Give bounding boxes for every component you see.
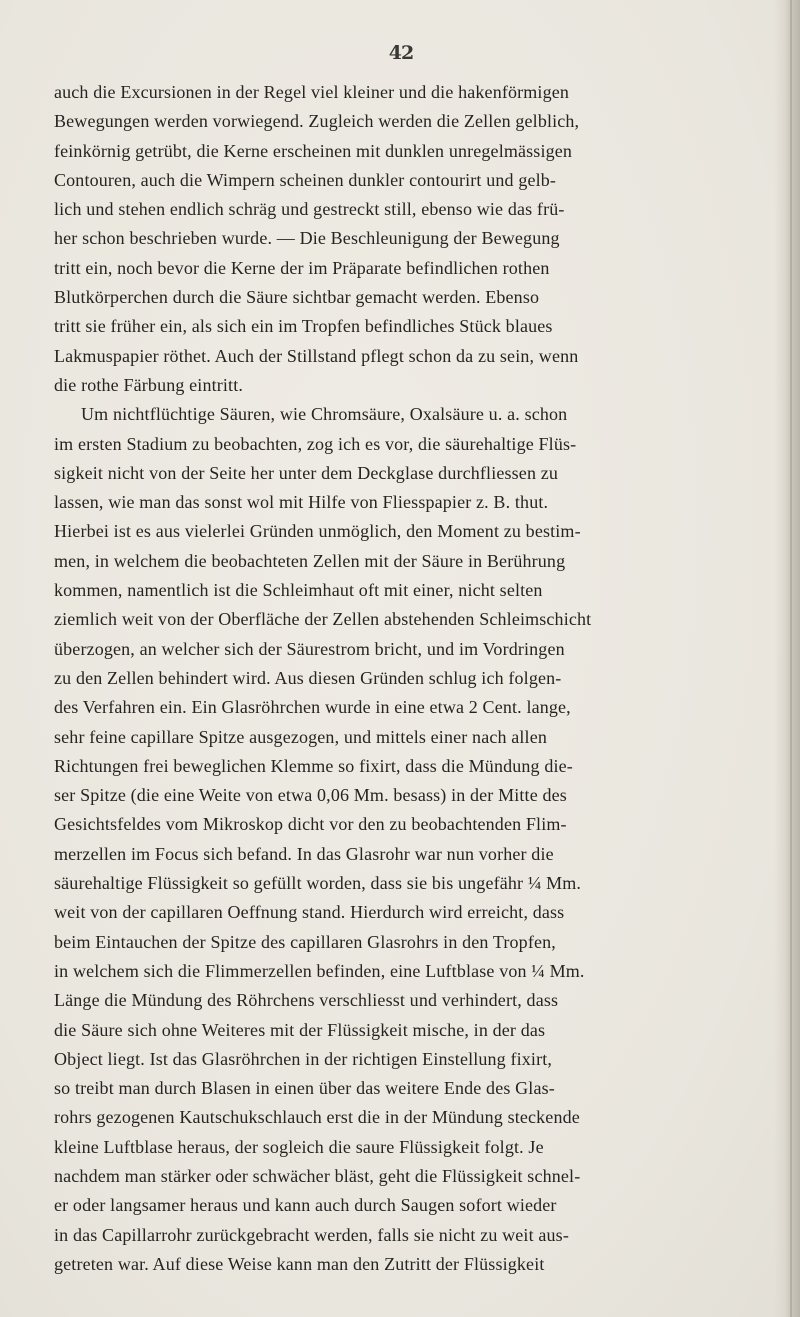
text-line: sigkeit nicht von der Seite her unter dem Deckglase durchfliessen zu <box>54 462 559 483</box>
text-line: im ersten Stadium zu beobachten, zog ich es vor, die säurehaltige Flüs- <box>54 433 577 454</box>
text-line: Blutkörperchen durch die Säure sichtbar gemacht werden. Ebenso <box>54 287 540 308</box>
text-line: Hierbei ist es aus vielerlei Gründen unmöglich, den Moment zu bestim- <box>54 521 581 542</box>
text-line: Bewegungen werden vorwiegend. Zugleich werden die Zellen gelblich, <box>54 111 580 132</box>
text-line: in welchem sich die Flimmerzellen befinden, eine Luftblase von ¼ Mm. <box>54 960 585 981</box>
text-line: Lakmuspapier röthet. Auch der Stillstand pflegt schon da zu sein, wenn <box>54 345 579 366</box>
text-line: des Verfahren ein. Ein Glasröhrchen wurde in eine etwa 2 Cent. lange, <box>54 697 571 718</box>
text-line: Object liegt. Ist das Glasröhrchen in der richtigen Einstellung fixirt, <box>54 1048 553 1069</box>
text-line: die rothe Färbung eintritt. <box>54 374 244 395</box>
text-line: tritt ein, noch bevor die Kerne der im Präparate befindlichen rothen <box>54 257 550 278</box>
text-line: in das Capillarrohr zurückgebracht werden, falls sie nicht zu weit aus- <box>54 1224 569 1245</box>
text-line: getreten war. Auf diese Weise kann man den Zutritt der Flüssigkeit <box>54 1253 545 1274</box>
text-line: so treibt man durch Blasen in einen über das weitere Ende des Glas- <box>54 1078 555 1099</box>
text-line: tritt sie früher ein, als sich ein im Tropfen befindliches Stück blaues <box>54 316 553 337</box>
text-line: lassen, wie man das sonst wol mit Hilfe von Fliesspapier z. B. thut. <box>54 492 549 513</box>
page-number: 42 <box>388 42 414 64</box>
text-line: sehr feine capillare Spitze ausgezogen, und mittels einer nach allen <box>54 726 548 747</box>
text-line: men, in welchem die beobachteten Zellen mit der Säure in Berührung <box>54 550 566 571</box>
text-line: Contouren, auch die Wimpern scheinen dunkler contourirt und gelb- <box>54 169 557 190</box>
text-line: rohrs gezogenen Kautschukschlauch erst die in der Mündung steckende <box>54 1107 580 1128</box>
text-line: ziemlich weit von der Oberfläche der Zellen abstehenden Schleimschicht <box>54 609 592 630</box>
text-line: Gesichtsfeldes vom Mikroskop dicht vor den zu beobachtenden Flim- <box>54 814 567 835</box>
text-line: ser Spitze (die eine Weite von etwa 0,06 Mm. besass) in der Mitte des <box>54 785 567 806</box>
paragraph-start-line: Um nichtflüchtige Säuren, wie Chromsäure, Oxalsäure u. a. schon <box>81 404 568 425</box>
text-line: überzogen, an welcher sich der Säurestrom bricht, und im Vordringen <box>54 638 565 659</box>
body-text <box>54 78 782 1279</box>
text-line: Richtungen frei beweglichen Klemme so fixirt, dass die Mündung die- <box>54 755 573 776</box>
text-line: Länge die Mündung des Röhrchens verschliesst und verhindert, dass <box>54 990 559 1011</box>
text-line: weit von der capillaren Oeffnung stand. Hierdurch wird erreicht, dass <box>54 902 565 923</box>
text-line: auch die Excursionen in der Regel viel kleiner und die hakenförmigen <box>54 82 570 102</box>
page-edge-line <box>790 0 792 1317</box>
text-line: er oder langsamer heraus und kann auch durch Saugen sofort wieder <box>54 1195 557 1216</box>
text-line: her schon beschrieben wurde. — Die Beschleunigung der Bewegung <box>54 228 560 249</box>
text-line: kommen, namentlich ist die Schleimhaut oft mit einer, nicht selten <box>54 580 543 601</box>
text-line: zu den Zellen behindert wird. Aus diesen Gründen schlug ich folgen- <box>54 667 562 688</box>
text-line: beim Eintauchen der Spitze des capillaren Glasrohrs in den Tropfen, <box>54 931 556 952</box>
text-line: feinkörnig getrübt, die Kerne erscheinen mit dunklen unregelmässigen <box>54 140 573 161</box>
text-line: kleine Luftblase heraus, der sogleich die saure Flüssigkeit folgt. Je <box>54 1136 544 1157</box>
text-line: die Säure sich ohne Weiteres mit der Flüssigkeit mische, in der das <box>54 1019 546 1040</box>
text-line: säurehaltige Flüssigkeit so gefüllt worden, dass sie bis ungefähr ¼ Mm. <box>54 873 582 894</box>
text-line: merzellen im Focus sich befand. In das Glasrohr war nun vorher die <box>54 843 554 864</box>
text-line: nachdem man stärker oder schwächer bläst, geht die Flüssigkeit schnel- <box>54 1165 581 1186</box>
text-line: lich und stehen endlich schräg und gestreckt still, ebenso wie das frü- <box>54 199 565 220</box>
